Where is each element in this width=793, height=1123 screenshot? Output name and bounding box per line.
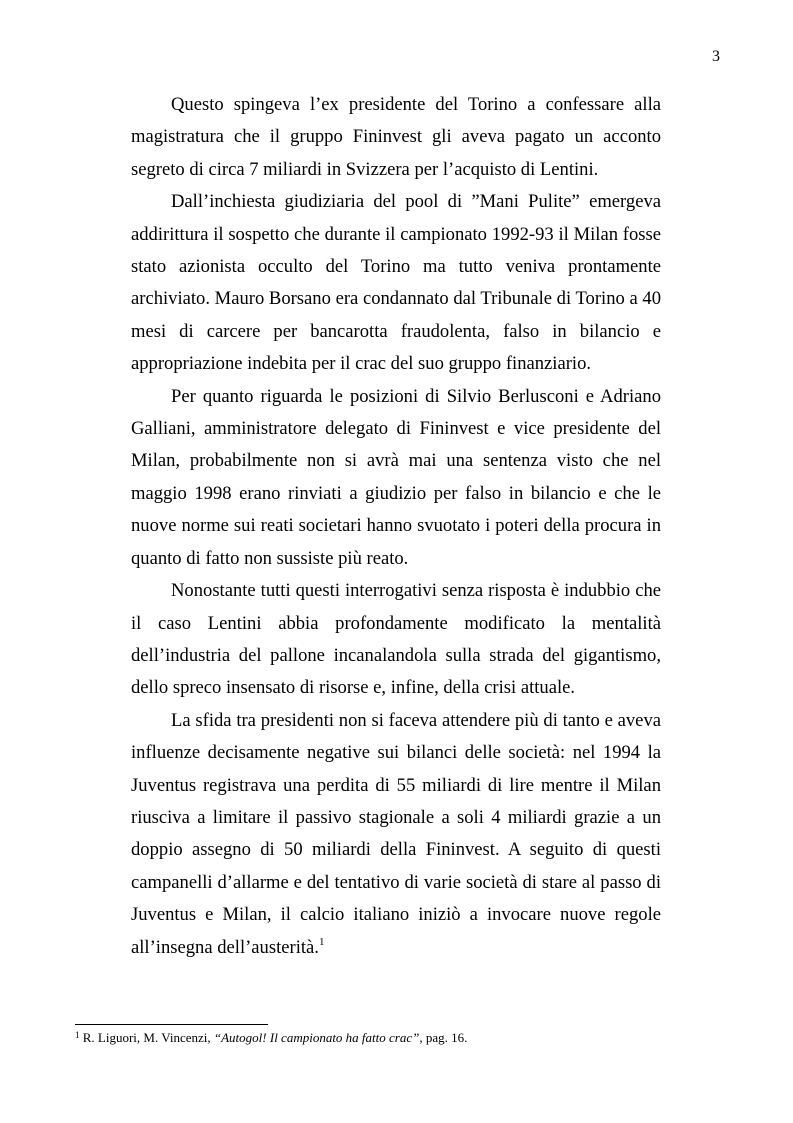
- footnote-divider: [75, 1024, 268, 1025]
- page-number: 3: [712, 48, 720, 65]
- footnote: [75, 1030, 715, 1046]
- paragraph-5: [131, 705, 661, 964]
- paragraph-3: Per quanto riguarda le posizioni di Silvio Berlusconi e Adriano Galliani, amministratore delegato di Fininvest e vice presidente del Milan, probabilmente non si avrà mai una sentenza visto che nel maggio 1998 erano rinviati a giudizio per falso in bilancio e che le nuove norme sui reati societari hanno svuotato i poteri della procura in quanto di fatto non sussiste più reato.: [131, 385, 661, 569]
- paragraph-5-text: La sfida tra presidenti non si faceva attendere più di tanto e aveva influenze decisamente negative sui bilanci delle società: nel 1994 la Juventus registrava una perdita di 55 miliardi di lire mentre il Milan riusciva a limitare il passivo stagionale a soli 4 miliardi grazie a un doppio assegno di 50 miliardi della Fininvest. A seguito di questi campanelli d’allarme e del tentativo di varie società di stare al passo di Juventus e Milan, il calcio italiano iniziò a invocare nuove regole all’insegna dell’austerità.: [131, 709, 661, 958]
- footnote-page: , pag. 16.: [419, 1030, 468, 1045]
- footnote-number: 1: [75, 1030, 80, 1040]
- body-text: [131, 89, 661, 964]
- footnote-title: “Autogol! Il campionato ha fatto crac”: [213, 1030, 420, 1045]
- paragraph-4: Nonostante tutti questi interrogativi senza risposta è indubbio che il caso Lentini abbia profondamente modificato la mentalità dell’industria del pallone incanalandola sulla strada del gigantismo, dello spreco insensato di risorse e, infine, della crisi attuale.: [131, 580, 661, 699]
- paragraph-2: Dall’inchiesta giudiziaria del pool di ”Mani Pulite” emergeva addirittura il sospetto che durante il campionato 1992-93 il Milan fosse stato azionista occulto del Torino ma tutto veniva prontamente archiviato. Mauro Borsano era condannato dal Tribunale di Torino a 40 mesi di carcere per bancarotta fraudolenta, falso in bilancio e appropriazione indebita per il crac del suo gruppo finanziario.: [131, 191, 661, 375]
- footnote-authors: R. Liguori, M. Vincenzi,: [79, 1030, 214, 1045]
- footnote-reference[interactable]: 1: [318, 935, 325, 948]
- paragraph-1: Questo spingeva l’ex presidente del Torino a confessare alla magistratura che il gruppo Fininvest gli aveva pagato un acconto segreto di circa 7 miliardi in Svizzera per l’acquisto di Lentini.: [131, 94, 661, 180]
